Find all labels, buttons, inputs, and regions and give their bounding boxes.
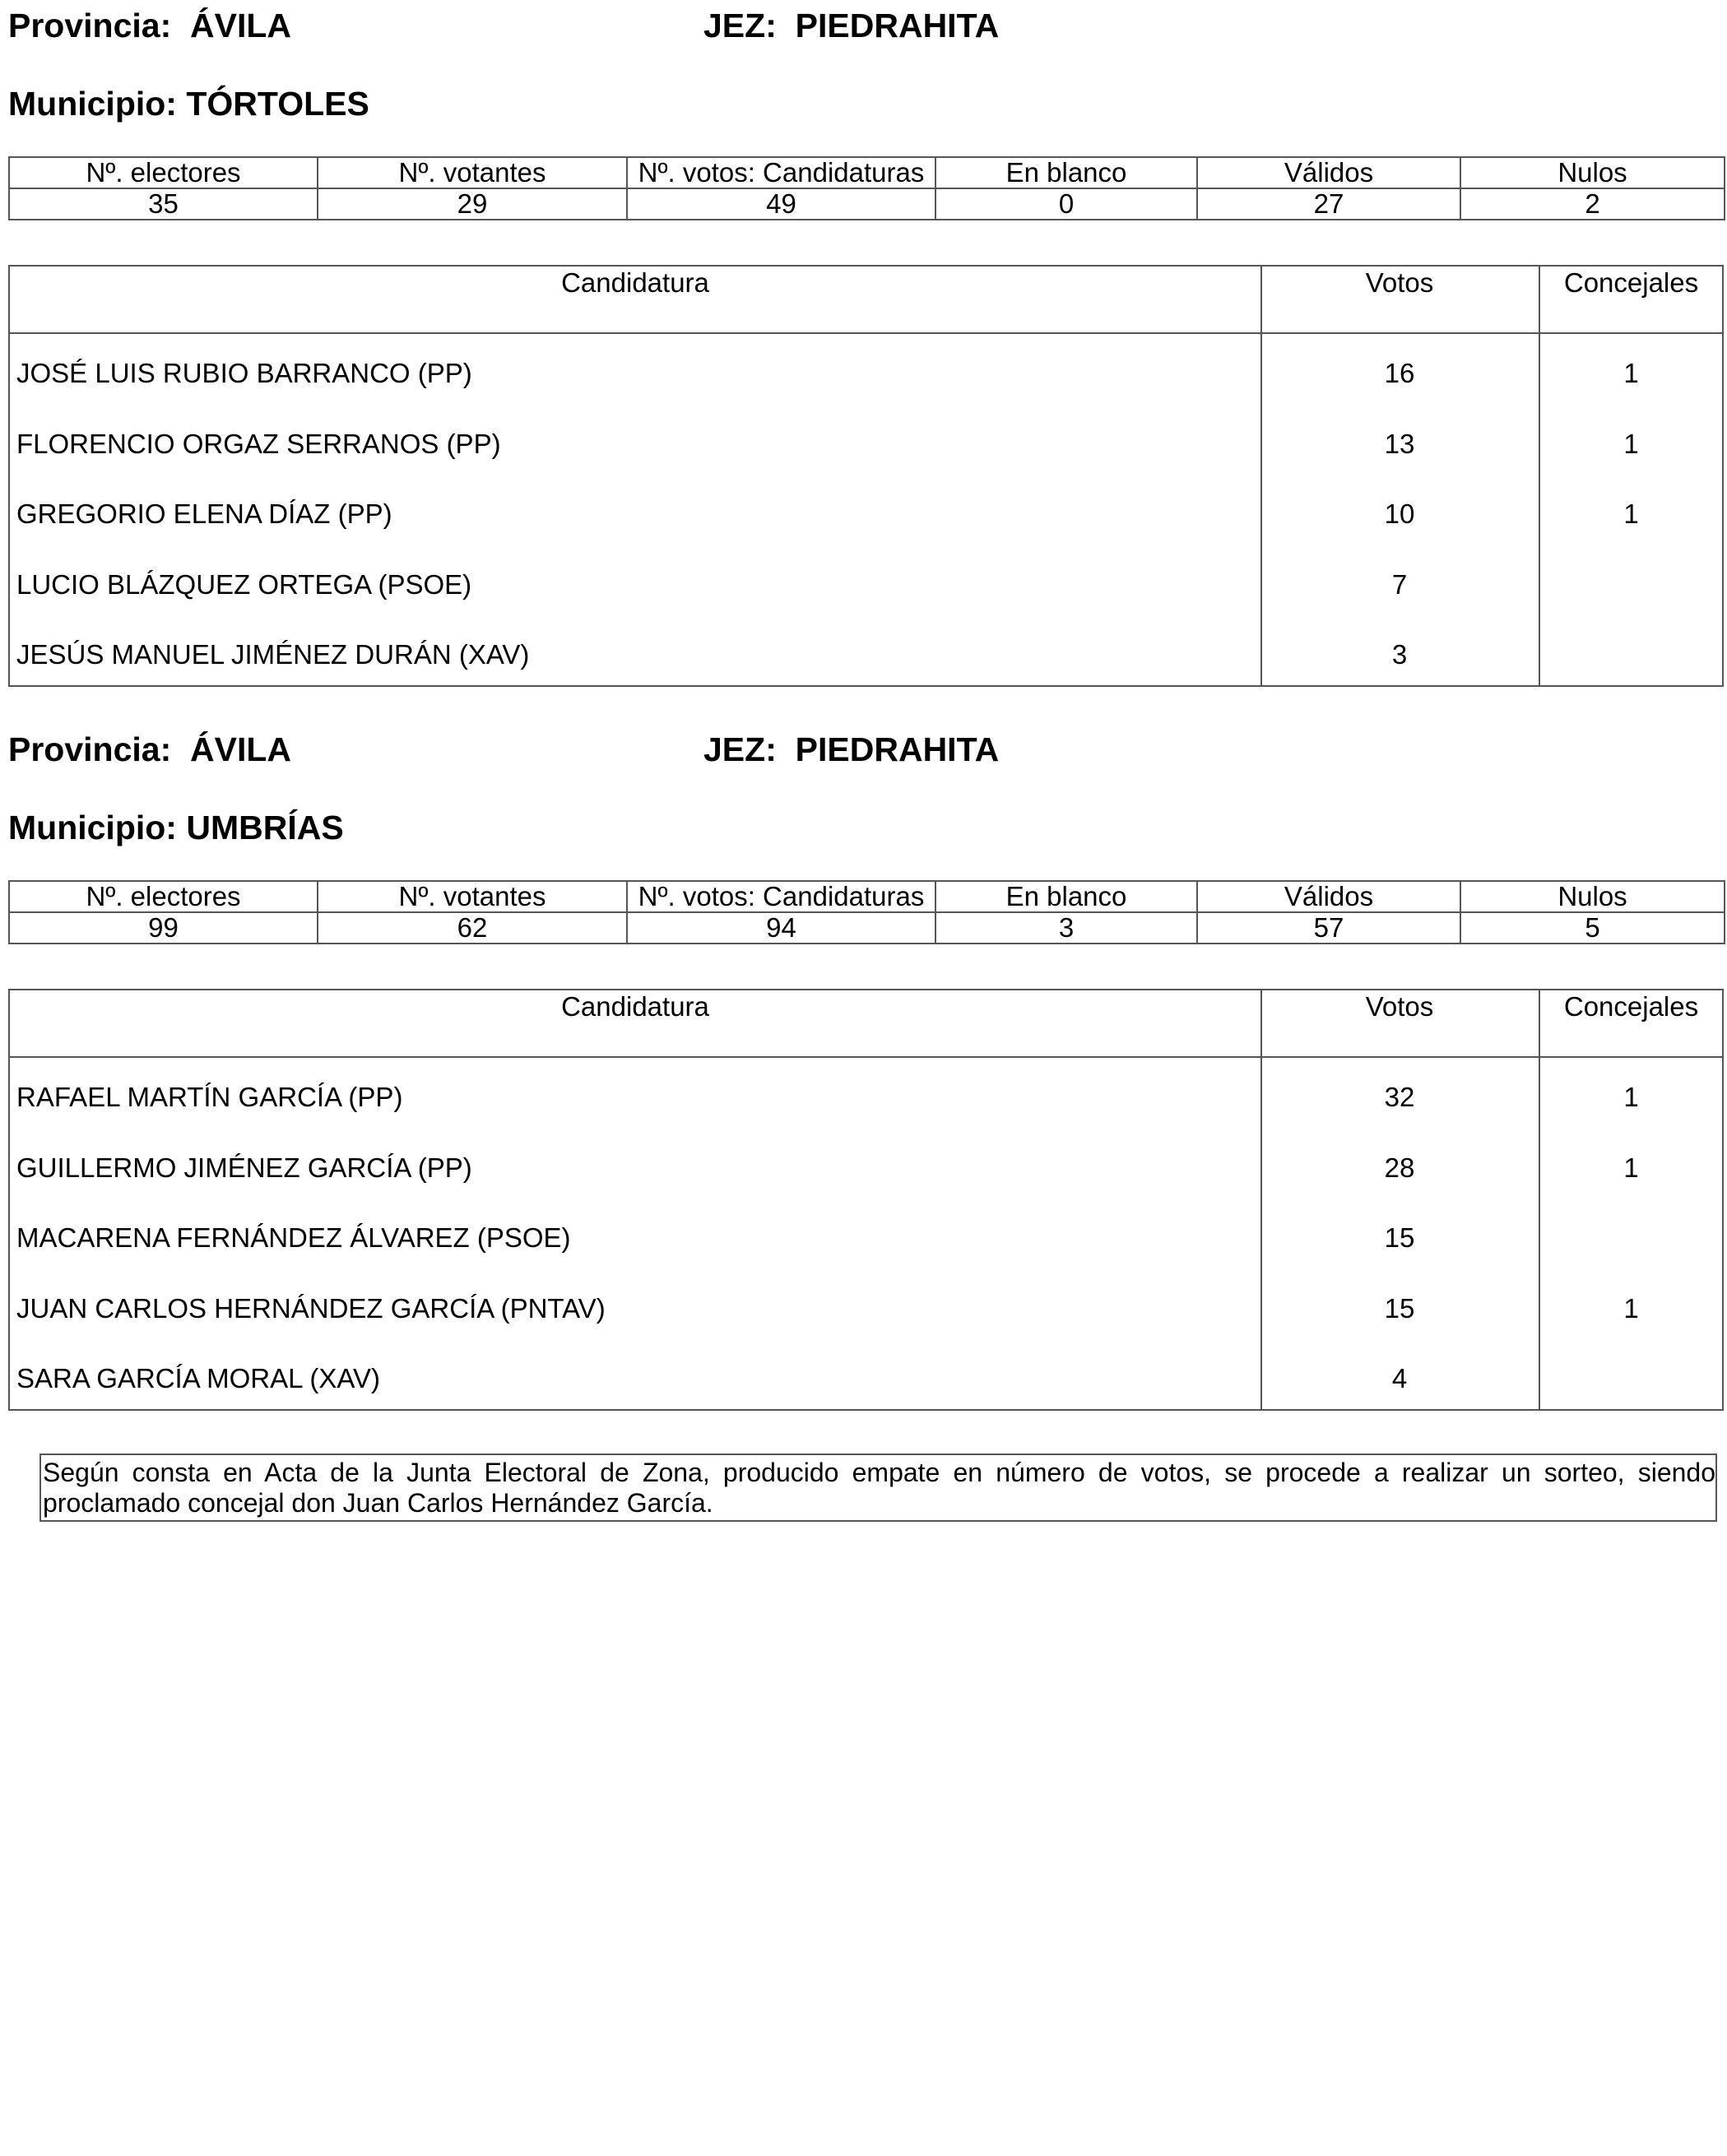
candidate-concejales: 1 bbox=[1623, 1082, 1639, 1112]
municipio-header bbox=[8, 83, 369, 124]
candidate-votos: 28 bbox=[1384, 1152, 1415, 1183]
provincia-label: Provincia: bbox=[8, 7, 172, 44]
summary-value-cell: 2 bbox=[1460, 188, 1725, 220]
candidate-votos: 3 bbox=[1391, 639, 1408, 670]
jez-header bbox=[703, 729, 999, 770]
candidatura-header: Candidatura bbox=[561, 267, 709, 298]
summary-header-cell: Nº. votantes bbox=[318, 881, 627, 912]
summary-header-cell: Nº. votos: Candidaturas bbox=[627, 881, 935, 912]
candidate-name: JESÚS MANUEL JIMÉNEZ DURÁN (XAV) bbox=[16, 639, 530, 670]
summary-header-cell: En blanco bbox=[935, 157, 1197, 188]
jez-value: PIEDRAHITA bbox=[795, 7, 1000, 44]
summary-header-cell: Nulos bbox=[1460, 157, 1725, 188]
candidate-concejales: 1 bbox=[1623, 1152, 1639, 1183]
candidate-concejales: 1 bbox=[1623, 358, 1639, 388]
candidate-name: GREGORIO ELENA DÍAZ (PP) bbox=[16, 498, 392, 529]
summary-table bbox=[8, 880, 1725, 944]
summary-value-cell: 35 bbox=[9, 188, 318, 220]
provincia-header bbox=[8, 5, 291, 46]
candidates-table bbox=[8, 265, 1724, 687]
column-divider bbox=[1260, 990, 1262, 1409]
candidates-table bbox=[8, 989, 1724, 1411]
municipio-header bbox=[8, 807, 344, 848]
summary-value-cell: 29 bbox=[318, 188, 627, 220]
summary-header-cell: Nº. electores bbox=[9, 881, 318, 912]
summary-header-cell: Nº. electores bbox=[9, 157, 318, 188]
candidate-votos: 4 bbox=[1391, 1363, 1408, 1393]
summary-value-cell: 57 bbox=[1197, 912, 1460, 944]
candidate-votos: 15 bbox=[1384, 1222, 1415, 1253]
jez-value: PIEDRAHITA bbox=[795, 730, 1000, 768]
summary-value-cell: 0 bbox=[935, 188, 1197, 220]
tie-break-note: Según consta en Acta de la Junta Electoral de Zona, producido empate en número de votos, se procede a realizar un sorteo, siendo proclamado concejal don Juan Carlos Hernández García. bbox=[39, 1454, 1717, 1522]
votos-header: Votos bbox=[1365, 267, 1434, 298]
summary-header-cell: En blanco bbox=[935, 881, 1197, 912]
candidate-name: FLORENCIO ORGAZ SERRANOS (PP) bbox=[16, 429, 501, 459]
header-divider bbox=[10, 1056, 1722, 1058]
votos-header: Votos bbox=[1365, 991, 1434, 1022]
column-divider bbox=[1539, 267, 1540, 685]
summary-header-cell: Nulos bbox=[1460, 881, 1725, 912]
summary-value-cell: 94 bbox=[627, 912, 935, 944]
municipio-label: Municipio: bbox=[8, 809, 177, 846]
candidate-name: SARA GARCÍA MORAL (XAV) bbox=[16, 1363, 380, 1393]
summary-header-cell: Nº. votos: Candidaturas bbox=[627, 157, 935, 188]
candidate-name: RAFAEL MARTÍN GARCÍA (PP) bbox=[16, 1082, 403, 1112]
summary-value-row bbox=[9, 912, 1725, 944]
summary-table bbox=[8, 156, 1725, 220]
candidate-name: MACARENA FERNÁNDEZ ÁLVAREZ (PSOE) bbox=[16, 1222, 571, 1253]
summary-value-cell: 27 bbox=[1197, 188, 1460, 220]
jez-header bbox=[703, 5, 999, 46]
candidate-name: LUCIO BLÁZQUEZ ORTEGA (PSOE) bbox=[16, 569, 472, 600]
candidate-name: GUILLERMO JIMÉNEZ GARCÍA (PP) bbox=[16, 1152, 472, 1183]
provincia-header bbox=[8, 729, 291, 770]
summary-value-row bbox=[9, 188, 1725, 220]
candidate-concejales: 1 bbox=[1623, 429, 1639, 459]
summary-value-cell: 49 bbox=[627, 188, 935, 220]
summary-value-cell: 5 bbox=[1460, 912, 1725, 944]
candidate-votos: 15 bbox=[1384, 1293, 1415, 1324]
municipio-label: Municipio: bbox=[8, 85, 177, 123]
summary-header-cell: Válidos bbox=[1197, 881, 1460, 912]
candidate-votos: 16 bbox=[1384, 358, 1415, 388]
header-divider bbox=[10, 332, 1722, 334]
column-divider bbox=[1260, 267, 1262, 685]
jez-label: JEZ: bbox=[703, 7, 777, 44]
summary-header-row bbox=[9, 881, 1725, 912]
provincia-value: ÁVILA bbox=[190, 730, 292, 768]
summary-header-cell: Válidos bbox=[1197, 157, 1460, 188]
summary-value-cell: 62 bbox=[318, 912, 627, 944]
municipio-value: UMBRÍAS bbox=[186, 809, 344, 846]
candidate-name: JUAN CARLOS HERNÁNDEZ GARCÍA (PNTAV) bbox=[16, 1293, 606, 1324]
candidate-votos: 10 bbox=[1384, 498, 1415, 529]
candidate-concejales: 1 bbox=[1623, 498, 1639, 529]
candidate-votos: 13 bbox=[1384, 429, 1415, 459]
column-divider bbox=[1539, 990, 1540, 1409]
summary-value-cell: 3 bbox=[935, 912, 1197, 944]
summary-header-cell: Nº. votantes bbox=[318, 157, 627, 188]
candidate-concejales: 1 bbox=[1623, 1293, 1639, 1324]
summary-value-cell: 99 bbox=[9, 912, 318, 944]
concejales-header: Concejales bbox=[1563, 267, 1699, 298]
concejales-header: Concejales bbox=[1563, 991, 1699, 1022]
municipio-value: TÓRTOLES bbox=[186, 85, 369, 123]
summary-header-row bbox=[9, 157, 1725, 188]
provincia-value: ÁVILA bbox=[190, 7, 292, 44]
candidate-votos: 7 bbox=[1391, 569, 1408, 600]
provincia-label: Provincia: bbox=[8, 730, 172, 768]
candidatura-header: Candidatura bbox=[561, 991, 709, 1022]
jez-label: JEZ: bbox=[703, 730, 777, 768]
candidate-name: JOSÉ LUIS RUBIO BARRANCO (PP) bbox=[16, 358, 472, 388]
candidate-votos: 32 bbox=[1384, 1082, 1415, 1112]
